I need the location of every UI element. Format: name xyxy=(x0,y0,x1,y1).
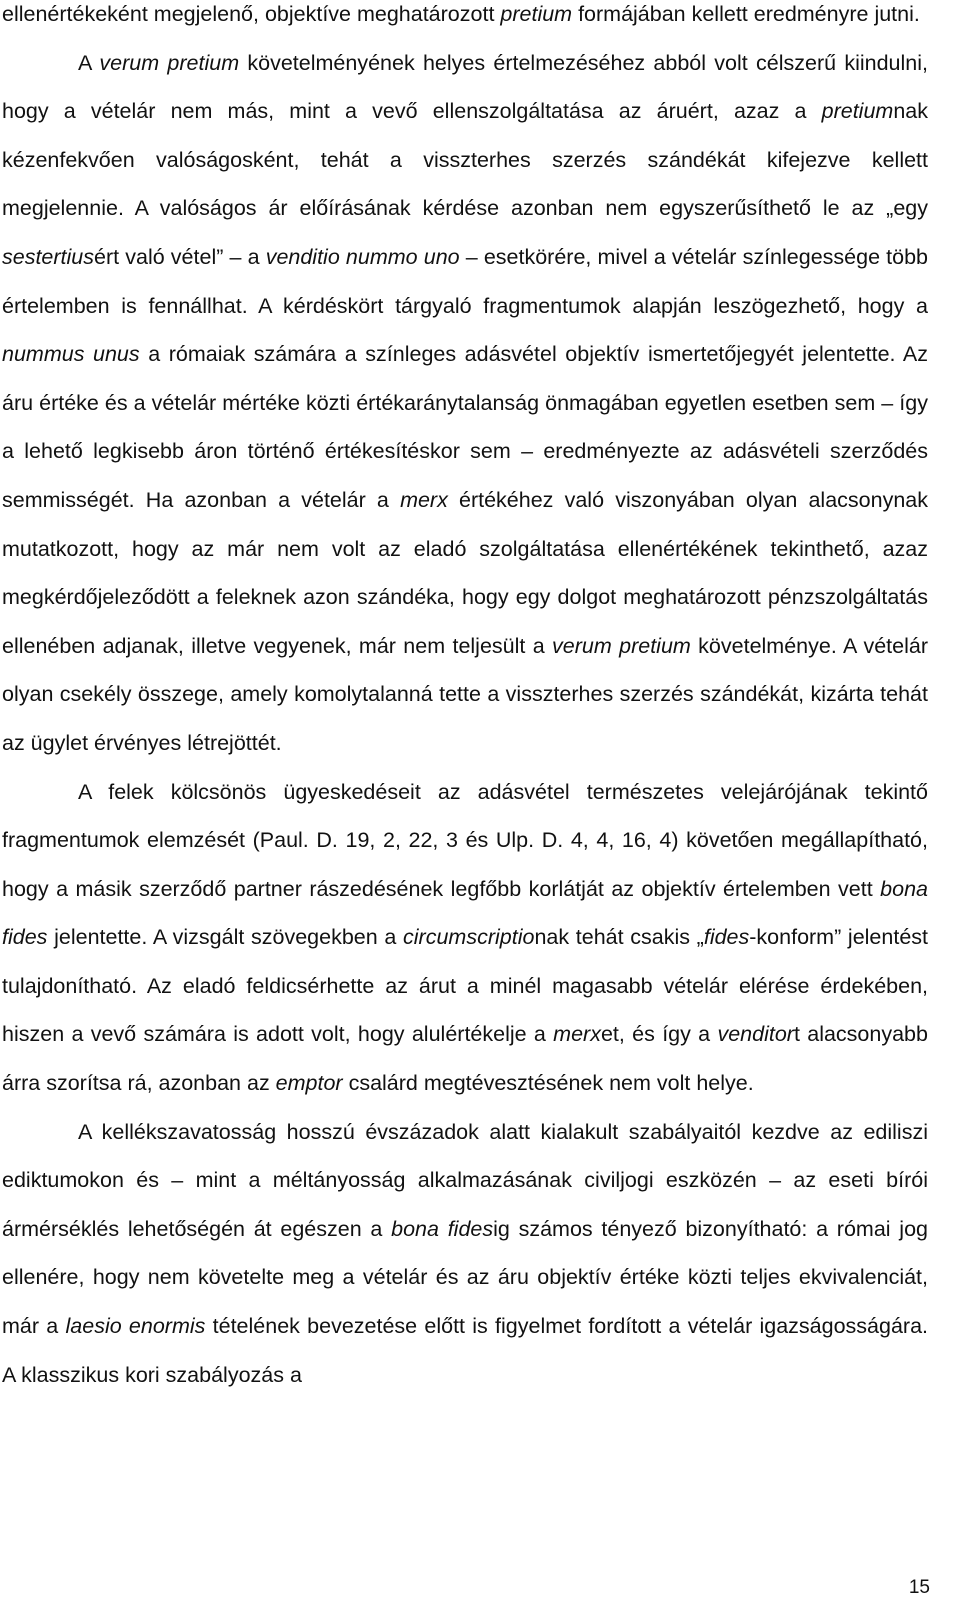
text-run: formájában kellett eredményre jutni. xyxy=(572,2,920,26)
body-paragraph xyxy=(2,39,928,768)
italic-term: fides xyxy=(703,925,750,950)
text-run: et, és így a xyxy=(600,1022,718,1047)
text-run: A kellékszavatosság hosszú évszázadok alatt kialakult szabályaitól kezdve az ediliszi ediktumokon és – mint a méltányosság alkalmazásának civiljogi eszközén – az eseti bírói ármérséklés lehetőségén át egészen a xyxy=(2,1119,928,1241)
text-run: nak tehát csakis „ xyxy=(534,925,704,950)
text-run: A felek kölcsönös ügyeskedéseit az adásvétel természetes velejárójának tekintő fragmentumok elemzését (Paul. D. 19, 2, 22, 3 és Ulp. D. 4, 4, 16, 4) követően megállapítható, hogy a másik szerződő partner rászedésének legfőbb korlátját az objektív értelemben vett xyxy=(2,779,928,901)
italic-term: emptor xyxy=(275,1071,343,1096)
page-number: 15 xyxy=(908,1577,930,1598)
text-run: ért való vétel” – a xyxy=(94,244,266,269)
italic-term: pretium xyxy=(500,2,573,26)
italic-term: venditor xyxy=(717,1022,794,1047)
text-run: – esetkörére, mivel a vételár színlegessége több értelemben is fennállhat. A kérdéskört tárgyaló fragmentumok alapján leszögezhető, hogy a xyxy=(2,244,928,318)
italic-term: circumscriptio xyxy=(403,925,535,950)
italic-term: verum pretium xyxy=(99,50,240,75)
text-run: nak kézenfekvően valóságosként, tehát a visszterhes szerzés szándékát kifejezve kellett megjelennie. A valóságos ár előírásának kérdése azonban nem egyszerűsíthető le az „egy xyxy=(2,99,928,221)
text-run: A xyxy=(78,50,100,75)
italic-term: venditio nummo uno xyxy=(265,244,460,269)
text-run: tételének bevezetése előtt is figyelmet fordított a vételár igazságosságára. A klasszikus kori szabályozás a xyxy=(2,1314,928,1387)
body-paragraph xyxy=(2,768,928,1108)
italic-term: nummus unus xyxy=(2,342,140,367)
text-run: t alacsonyabb árra szorítsa rá, azonban az xyxy=(2,1022,928,1096)
body-paragraph xyxy=(2,0,928,39)
text-run: -konform” jelentést tulajdonítható. Az eladó feldicsérhette az árut a minél magasabb vételár elérése érdekében, hiszen a vevő számára is adott volt, hogy alulértékelje a xyxy=(2,925,929,1047)
text-run: jelentette. A vizsgált szövegekben a xyxy=(47,925,404,950)
text-run: ellenértékeként megjelenő, objektíve meghatározott xyxy=(2,2,501,26)
text-run: a rómaiak számára a színleges adásvétel objektív ismertetőjegyét jelentette. Az áru értéke és a vételár mértéke közti értékaránytalanság önmagában egyetlen esetben sem – így a lehető legkisebb áron történő értékesítéskor sem – eredményezte az adásvételi szerződés semmisségét. Ha azonban a vételár a xyxy=(2,342,928,512)
text-run: követelményének helyes értelmezéséhez abból volt célszerű kiindulni, hogy a vételár nem más, mint a vevő ellenszolgáltatása az áruért, azaz a xyxy=(2,50,928,124)
italic-term: bona fides xyxy=(2,876,928,950)
italic-term: merx xyxy=(553,1022,601,1047)
italic-term: sestertius xyxy=(2,244,95,269)
italic-term: laesio enormis xyxy=(65,1314,206,1339)
body-paragraph xyxy=(2,1108,928,1400)
italic-term: verum pretium xyxy=(552,633,691,658)
text-run: csalárd megtévesztésének nem volt helye. xyxy=(342,1071,754,1096)
italic-term: merx xyxy=(400,487,448,512)
italic-term: bona fides xyxy=(391,1216,494,1241)
text-run: ig számos tényező bizonyítható: a római jog ellenére, hogy nem követelte meg a vételár és az áru objektív értéke közti teljes ekvivalenciát, már a xyxy=(2,1216,928,1339)
text-body xyxy=(2,0,928,1399)
italic-term: pretium xyxy=(821,99,894,124)
text-run: értékéhez való viszonyában olyan alacsonynak mutatkozott, hogy az már nem volt az eladó szolgáltatása ellenértékének tekinthető, azaz megkérdőjeleződött a feleknek azon szándéka, hogy egy dolgot meghatározott pénzszolgáltatás ellenében adjanak, illetve vegyenek, már nem teljesült a xyxy=(2,487,928,658)
text-run: követelménye. A vételár olyan csekély összege, amely komolytalanná tette a visszterhes szerzés szándékát, kizárta tehát az ügylet érvényes létrejöttét. xyxy=(2,633,929,755)
